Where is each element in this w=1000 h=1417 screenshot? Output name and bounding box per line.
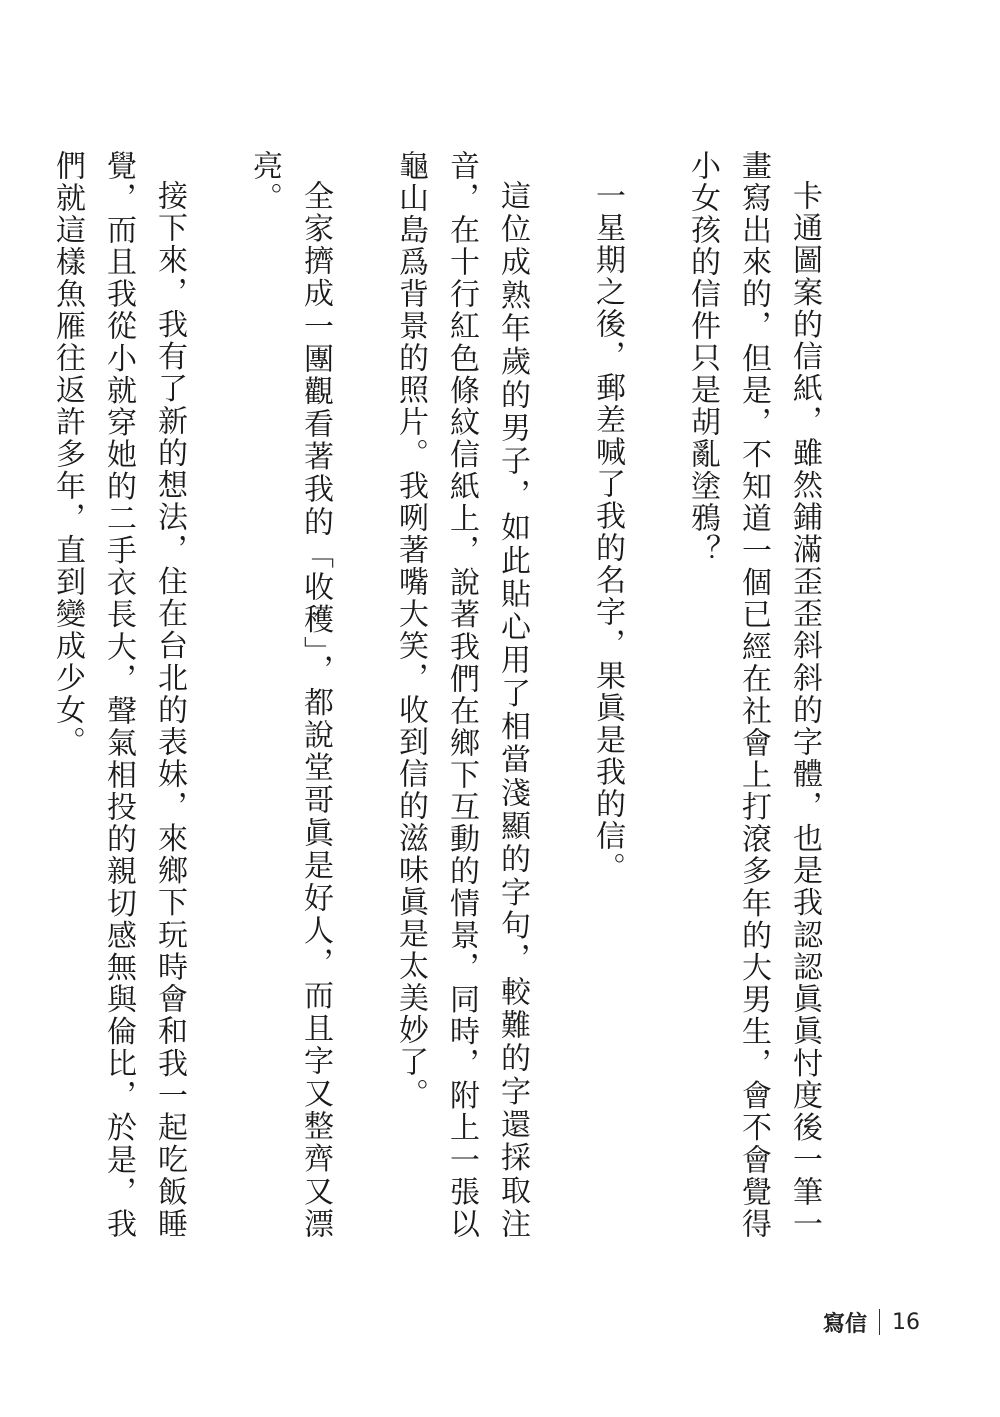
paragraph-4: 全家擠成一團觀看著我的「收穫」，都說堂哥眞是好人，而且字又整齊又漂亮。	[247, 150, 333, 1240]
paragraph-5: 接下來，我有了新的想法，住在台北的表妹，來鄉下玩時會和我一起吃飯睡覺，而且我從小就穿她的二手衣長大，聲氣相投的親切感無與倫比，於是，我們就這樣魚雁往返許多年，直到變成少女。	[50, 150, 187, 1240]
paragraph-3: 這位成熟年歲的男子，如此貼心用了相當淺顯的字句，較難的字還採取注音，在十行紅色條紋信紙上，說著我們在鄉下互動的情景，同時，附上一張以龜山島爲背景的照片。我咧著嘴大笑，收到信的滋味眞是太美妙了。	[393, 150, 530, 1240]
paragraph-1: 卡通圖案的信紙，雖然鋪滿歪歪斜斜的字體，也是我認認眞眞忖度後一筆一畫寫出來的，但是，不知道一個已經在社會上打滾多年的大男生，會不會覺得小女孩的信件只是胡亂塗鴉？	[685, 150, 822, 1240]
chapter-title: 寫信	[822, 1311, 867, 1337]
paragraph-2: 一星期之後，郵差喊了我的名字，果眞是我的信。	[590, 180, 625, 884]
page-number: 16	[892, 1309, 920, 1335]
page-footer	[823, 1302, 920, 1342]
footer-divider	[879, 1309, 880, 1335]
vertical-text-body	[50, 150, 830, 1240]
